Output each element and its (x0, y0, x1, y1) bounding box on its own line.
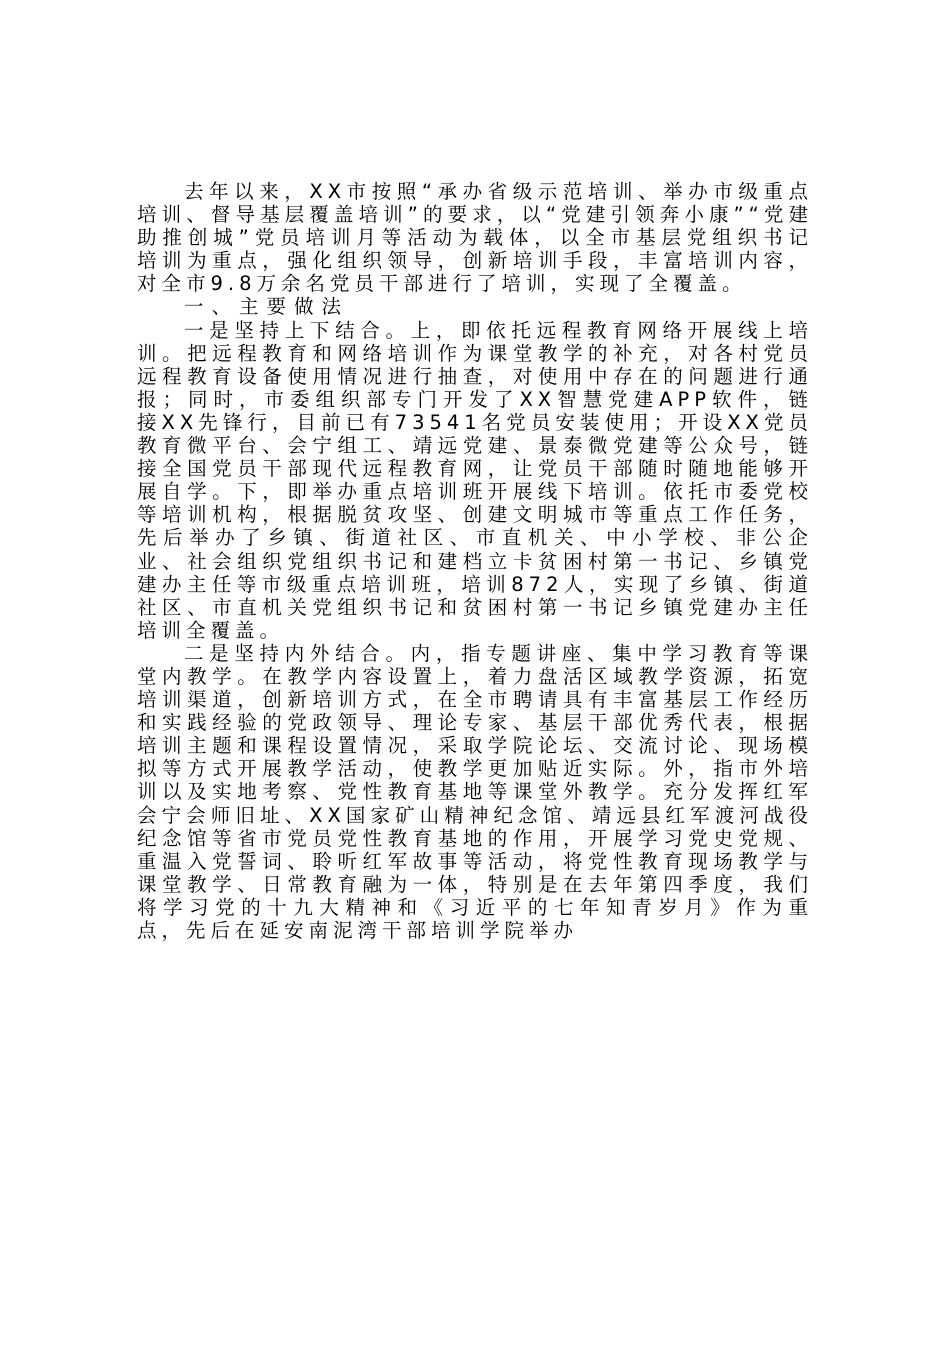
paragraph-online-offline: 一是坚持上下结合。上，即依托远程教育网络开展线上培训。把远程教育和网络培训作为课堂教学的补充，对各村党员远程教育设备使用情况进行抽查，对使用中存在的问题进行通报；同时，市委组织部专门开发了XX智慧党建APP软件，链接XX先锋行，目前已有73541名党员安装使用；开设XX党员教育微平台、会宁组工、靖远党建、景泰微党建等公众号，链接全国党员干部现代远程教育网，让党员干部随时随地能够开展自学。下，即举办重点培训班开展线下培训。依托市委党校等培训机构，根据脱贫攻坚、创建文明城市等重点工作任务，先后举办了乡镇、街道社区、市直机关、中小学校、非公企业、社会组织党组织书记和建档立卡贫困村第一书记、乡镇党建办主任等市级重点培训班，培训872人，实现了乡镇、街道社区、市直机关党组织书记和贫困村第一书记乡镇党建办主任培训全覆盖。 (137, 318, 813, 642)
paragraph-inside-outside: 二是坚持内外结合。内，指专题讲座、集中学习教育等课堂内教学。在教学内容设置上，着力盘活区域教学资源，拓宽培训渠道，创新培训方式，在全市聘请具有丰富基层工作经历和实践经验的党政领导、理论专家、基层干部优秀代表，根据培训主题和课程设置情况，采取学院论坛、交流讨论、现场模拟等方式开展教学活动，使教学更加贴近实际。外，指市外培训以及实地考察、党性教育基地等课堂外教学。充分发挥红军会宁会师旧址、XX国家矿山精神纪念馆、靖远县红军渡河战役纪念馆等省市党员党性教育基地的作用，开展学习党史党规、重温入党誓词、聆听红军故事等活动，将党性教育现场教学与课堂教学、日常教育融为一体，特别是在去年第四季度，我们将学习党的十九大精神和《习近平的七年知青岁月》作为重点，先后在延安南泥湾干部培训学院举办 (137, 641, 813, 942)
document-body (137, 180, 813, 942)
intro-paragraph: 去年以来，XX市按照“承办省级示范培训、举办市级重点培训、督导基层覆盖培训”的要求，以“党建引领奔小康”“党建助推创城”党员培训月等活动为载体，以全市基层党组织书记培训为重点，强化组织领导，创新培训手段，丰富培训内容，对全市9.8万余名党员干部进行了培训，实现了全覆盖。 (137, 180, 813, 296)
section-heading: 一、主要做法 (184, 295, 350, 319)
